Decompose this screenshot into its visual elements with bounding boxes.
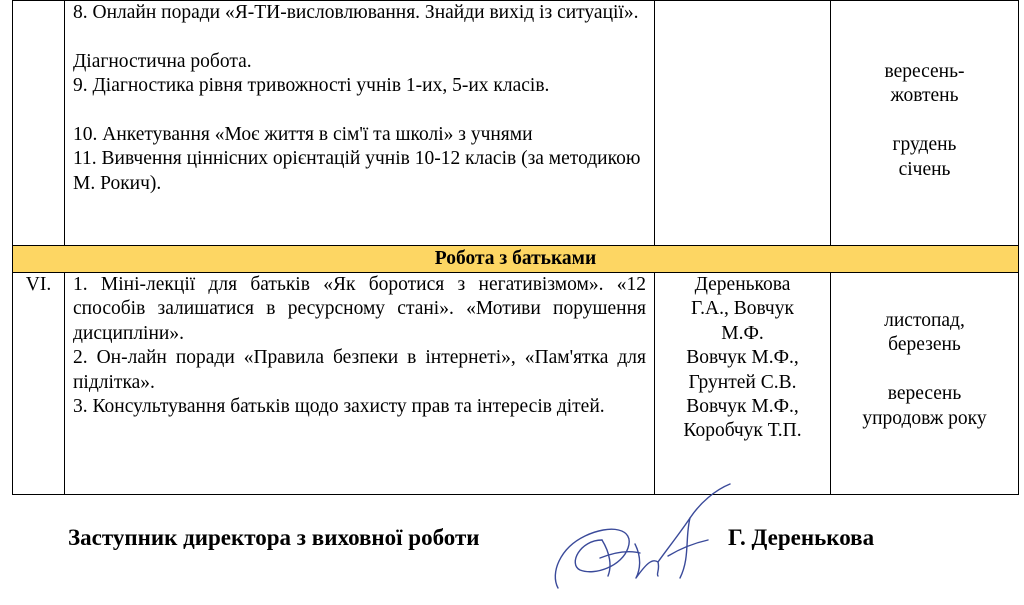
- responsible-line: Коробчук Т.П.: [683, 420, 802, 442]
- signature-block: [68, 522, 968, 562]
- activity-item: 2. Он-лайн поради «Правила безпеки в інтернеті», «Пам'ятка для підлітка».: [73, 347, 646, 393]
- handwritten-signature-icon: [540, 478, 740, 598]
- signer-name: Г. Деренькова: [728, 525, 875, 550]
- table-row-parents: [13, 273, 1019, 495]
- activity-item: 3. Консультування батьків щодо захисту прав та інтересів дітей.: [73, 396, 605, 418]
- responsible-cell: [655, 273, 831, 495]
- term-line: вересень: [887, 383, 962, 405]
- responsible-line: Деренькова: [694, 274, 791, 295]
- signer-position: Заступник директора з виховної роботи: [68, 525, 480, 550]
- section-title: Робота з батьками: [13, 246, 1019, 273]
- responsible-line: Г.А., Вовчук: [691, 298, 794, 320]
- activities-cell-top: [65, 1, 655, 246]
- responsible-line: Вовчук М.Ф.,: [686, 347, 799, 369]
- term-line: грудень: [892, 134, 957, 156]
- table-row-top: [13, 1, 1019, 246]
- responsible-cell-empty: [655, 1, 831, 246]
- number-cell-empty: [13, 1, 65, 246]
- spacer: [831, 109, 1018, 133]
- activity-item: 8. Онлайн поради «Я-ТИ-висловлювання. Знайди вихід із ситуації».: [73, 2, 639, 23]
- responsible-line: Вовчук М.Ф.,: [686, 396, 799, 418]
- spacer: [831, 358, 1018, 382]
- plan-table: [12, 0, 1019, 495]
- activity-heading: Діагностична робота.: [73, 50, 252, 72]
- responsible-line: М.Ф.: [721, 322, 764, 344]
- activity-item: 10. Анкетування «Моє життя в сім'ї та школі» з учнями: [73, 124, 533, 145]
- term-cell-top: [831, 1, 1019, 246]
- term-line: вересень-: [884, 61, 965, 82]
- activity-item: 11. Вивчення ціннісних орієнтацій учнів 10-12 класів (за методикою М. Рокич).: [73, 148, 641, 194]
- term-line: жовтень: [890, 85, 959, 107]
- section-number: VI.: [13, 273, 65, 495]
- term-line: березень: [888, 334, 961, 356]
- activity-item: 9. Діагностика рівня тривожності учнів 1-их, 5-их класів.: [73, 75, 550, 97]
- activities-cell-parents: [65, 273, 655, 495]
- term-cell-parents: [831, 273, 1019, 495]
- responsible-line: Грунтей С.В.: [688, 371, 797, 393]
- section-header-row: [13, 246, 1019, 273]
- spacer: [73, 99, 646, 123]
- term-line: січень: [898, 158, 951, 180]
- term-line: листопад,: [884, 310, 965, 331]
- spacer: [73, 25, 646, 49]
- activity-item: 1. Міні-лекції для батьків «Як боротися з негативізмом». «12 способів залишатися в ресурсному стані». «Мотиви порушення дисципліни».: [73, 274, 646, 344]
- term-line: упродовж року: [862, 407, 987, 429]
